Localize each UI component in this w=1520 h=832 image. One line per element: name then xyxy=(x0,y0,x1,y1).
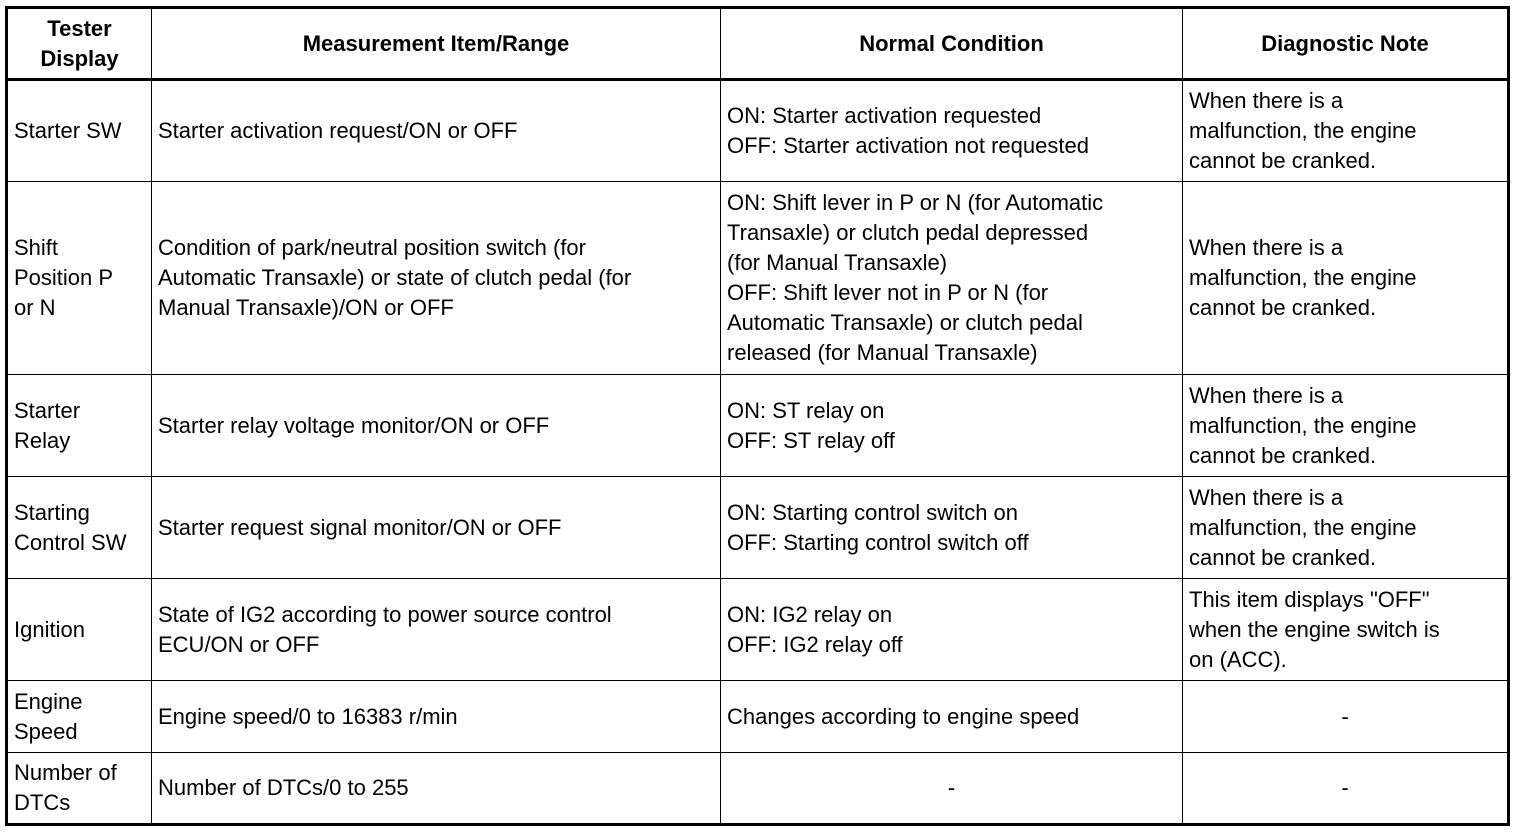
header-measurement: Measurement Item/Range xyxy=(152,8,721,80)
cell-line: cannot be cranked. xyxy=(1189,295,1377,320)
cell-line: Engine speed/0 to 16383 r/min xyxy=(158,703,458,729)
cell-line: Number of xyxy=(14,760,117,785)
header-row xyxy=(7,8,1509,80)
cell-diagnostic-note xyxy=(1183,579,1509,681)
header-tester-display-line: Tester xyxy=(47,15,112,41)
cell-line: When there is a xyxy=(1189,235,1344,260)
cell-measurement xyxy=(152,80,721,182)
cell-line: Engine xyxy=(14,688,83,714)
cell-measurement xyxy=(152,477,721,579)
cell-line: released (for Manual Transaxle) xyxy=(727,340,1038,365)
table-row xyxy=(7,477,1509,579)
cell-line: Starter request signal monitor/ON or OFF xyxy=(158,514,562,540)
cell-line: Ignition xyxy=(14,616,85,642)
cell-line: - xyxy=(1341,775,1349,800)
cell-normal-condition xyxy=(721,681,1183,753)
header-normal-condition: Normal Condition xyxy=(721,8,1183,80)
cell-line: ON: IG2 relay on xyxy=(727,601,893,627)
cell-line: Position P xyxy=(14,265,114,290)
cell-diagnostic-note xyxy=(1183,375,1509,477)
header-tester-display-line: Display xyxy=(40,45,119,71)
table-row xyxy=(7,80,1509,182)
cell-line: Starter activation request/ON or OFF xyxy=(158,118,518,143)
cell-diagnostic-note xyxy=(1183,681,1509,753)
tester-data-table xyxy=(5,6,1510,826)
cell-line: When there is a xyxy=(1189,484,1344,510)
cell-line: - xyxy=(1341,703,1349,729)
cell-normal-condition xyxy=(721,477,1183,579)
cell-line: Starter relay voltage monitor/ON or OFF xyxy=(158,412,550,438)
cell-tester-display xyxy=(7,80,152,182)
cell-line: when the engine switch is xyxy=(1189,616,1440,642)
cell-tester-display xyxy=(7,579,152,681)
cell-diagnostic-note xyxy=(1183,80,1509,182)
cell-measurement xyxy=(152,753,721,825)
cell-diagnostic-note xyxy=(1183,182,1509,375)
cell-line: Transaxle) or clutch pedal depressed xyxy=(727,220,1089,245)
cell-line: ECU/ON or OFF xyxy=(158,631,320,657)
cell-line: Changes according to engine speed xyxy=(727,703,1080,729)
cell-line: cannot be cranked. xyxy=(1189,442,1377,468)
cell-tester-display xyxy=(7,681,152,753)
cell-tester-display xyxy=(7,477,152,579)
cell-line: OFF: Shift lever not in P or N (for xyxy=(727,280,1049,305)
table-row xyxy=(7,375,1509,477)
cell-measurement xyxy=(152,681,721,753)
cell-line: malfunction, the engine xyxy=(1189,118,1417,143)
cell-line: Starter SW xyxy=(14,118,122,143)
cell-normal-condition xyxy=(721,579,1183,681)
table-row xyxy=(7,579,1509,681)
cell-measurement xyxy=(152,182,721,375)
cell-line: OFF: Starter activation not requested xyxy=(727,133,1089,158)
cell-line: Control SW xyxy=(14,529,127,555)
cell-line: Starting xyxy=(14,499,90,525)
cell-line: ON: Shift lever in P or N (for Automatic xyxy=(727,190,1104,215)
cell-line: Starter xyxy=(14,397,81,423)
table-row xyxy=(7,753,1509,825)
cell-line: (for Manual Transaxle) xyxy=(727,250,948,275)
cell-line: malfunction, the engine xyxy=(1189,412,1417,438)
cell-normal-condition xyxy=(721,375,1183,477)
cell-line: DTCs xyxy=(14,790,71,815)
cell-line: OFF: ST relay off xyxy=(727,427,895,453)
cell-line: - xyxy=(947,775,956,800)
cell-line: on (ACC). xyxy=(1189,646,1287,672)
cell-normal-condition xyxy=(721,753,1183,825)
cell-measurement xyxy=(152,375,721,477)
cell-line: When there is a xyxy=(1189,88,1344,113)
cell-tester-display xyxy=(7,375,152,477)
cell-diagnostic-note xyxy=(1183,477,1509,579)
cell-line: Automatic Transaxle) or clutch pedal xyxy=(727,310,1083,335)
table-row xyxy=(7,182,1509,375)
cell-line: ON: Starting control switch on xyxy=(727,499,1019,525)
cell-line: ON: ST relay on xyxy=(727,397,885,423)
table-row xyxy=(7,681,1509,753)
cell-measurement xyxy=(152,579,721,681)
cell-line: This item displays "OFF" xyxy=(1189,586,1430,612)
header-tester-display xyxy=(7,8,152,80)
cell-tester-display xyxy=(7,753,152,825)
cell-line: State of IG2 according to power source control xyxy=(158,601,612,627)
cell-line: Shift xyxy=(14,235,59,260)
cell-normal-condition xyxy=(721,182,1183,375)
cell-line: cannot be cranked. xyxy=(1189,148,1377,173)
cell-line: or N xyxy=(14,295,56,320)
cell-line: Number of DTCs/0 to 255 xyxy=(158,775,409,800)
cell-line: malfunction, the engine xyxy=(1189,265,1417,290)
cell-line: Manual Transaxle)/ON or OFF xyxy=(158,295,454,320)
cell-line: OFF: IG2 relay off xyxy=(727,631,903,657)
cell-tester-display xyxy=(7,182,152,375)
cell-line: When there is a xyxy=(1189,382,1344,408)
cell-line: cannot be cranked. xyxy=(1189,544,1377,570)
cell-line: OFF: Starting control switch off xyxy=(727,529,1029,555)
cell-line: Speed xyxy=(14,718,78,744)
header-diagnostic-note: Diagnostic Note xyxy=(1183,8,1509,80)
cell-diagnostic-note xyxy=(1183,753,1509,825)
cell-normal-condition xyxy=(721,80,1183,182)
cell-line: Relay xyxy=(14,427,71,453)
cell-line: Automatic Transaxle) or state of clutch pedal (for xyxy=(158,265,632,290)
cell-line: malfunction, the engine xyxy=(1189,514,1417,540)
cell-line: Condition of park/neutral position switch (for xyxy=(158,235,586,260)
cell-line: ON: Starter activation requested xyxy=(727,103,1042,128)
